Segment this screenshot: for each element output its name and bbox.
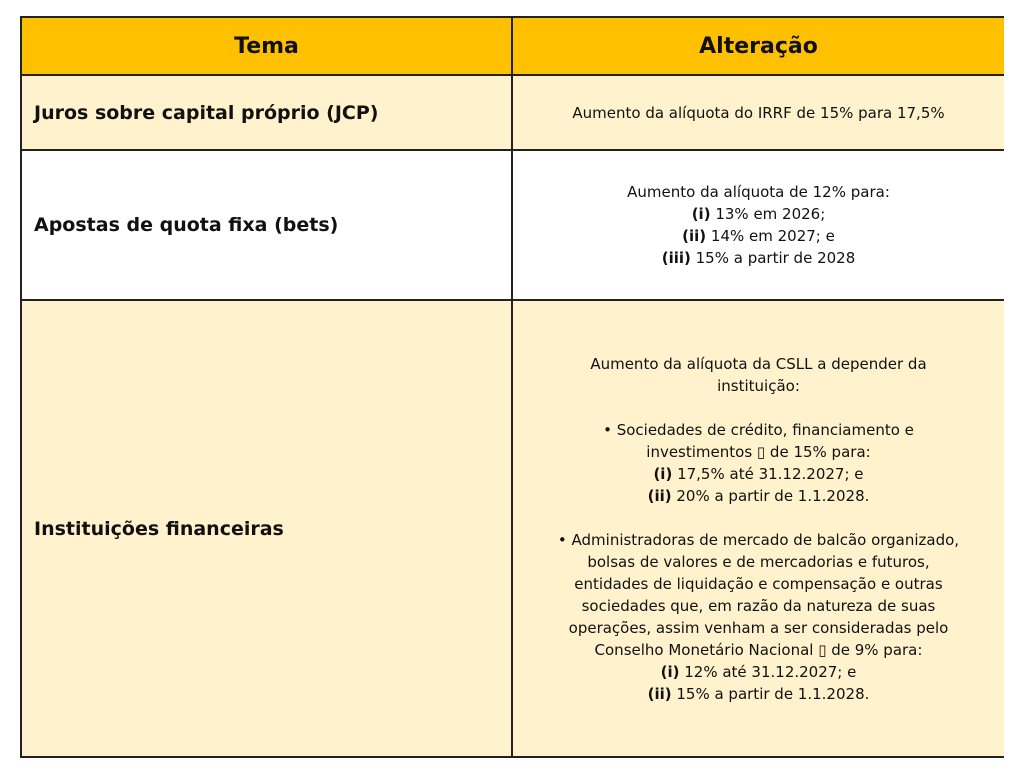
item-marker: (i) xyxy=(691,205,711,223)
line-text: Aumento da alíquota do IRRF de 15% para 17,5% xyxy=(572,103,945,122)
alteracao-line xyxy=(558,661,959,683)
row-jcp-alteracao xyxy=(513,76,1004,151)
line-text: 14% em 2027; e xyxy=(706,227,835,245)
line-text: 15% a partir de 1.1.2028. xyxy=(671,684,870,703)
row-jcp-tema xyxy=(22,76,513,151)
line-text: entidades de liquidação e compensação e outras xyxy=(574,574,943,593)
header-alteracao xyxy=(513,18,1004,76)
line-text: 13% em 2026; xyxy=(710,205,826,223)
alteracao-line xyxy=(558,485,959,507)
row-bets-alteracao xyxy=(513,151,1004,301)
line-text: 20% a partir de 1.1.2028. xyxy=(671,486,870,505)
row-financeiras-tema xyxy=(22,301,513,756)
line-text: 12% até 31.12.2027; e xyxy=(679,662,857,681)
alteracao-line xyxy=(558,529,959,551)
line-text: bolsas de valores e de mercadorias e futuros, xyxy=(587,552,930,571)
alteracao-line xyxy=(572,102,944,124)
alteracao-line xyxy=(558,683,959,705)
alteracao-line xyxy=(558,463,959,485)
line-text: Aumento da alíquota de 12% para: xyxy=(627,183,890,201)
line-text: 15% a partir de 2028 xyxy=(690,249,856,267)
alteracao-line xyxy=(558,573,959,595)
alteracao-line xyxy=(558,639,959,661)
line-text: Aumento da alíquota da CSLL a depender da xyxy=(590,354,927,373)
header-tema-label: Tema xyxy=(234,33,299,59)
line-text: sociedades que, em razão da natureza de suas xyxy=(581,596,936,615)
alteracao-line xyxy=(558,507,959,529)
line-text: operações, assim venham a ser consideradas pelo xyxy=(568,618,949,637)
header-tema xyxy=(22,18,513,76)
alteracao-lines xyxy=(558,353,959,705)
line-text: instituição: xyxy=(717,376,800,395)
item-marker: (i) xyxy=(653,464,673,483)
alteracao-line xyxy=(558,397,959,419)
alteracao-line xyxy=(627,225,890,247)
line-text: Conselho Monetário Nacional ▯ de 9% para: xyxy=(594,640,923,659)
row-tema-label: Instituições financeiras xyxy=(34,517,284,540)
alteracao-lines xyxy=(572,102,944,124)
alteracao-line xyxy=(558,419,959,441)
tax-changes-table xyxy=(20,16,1004,758)
alteracao-line xyxy=(558,595,959,617)
item-marker: (ii) xyxy=(682,227,707,245)
alteracao-line xyxy=(558,353,959,375)
line-text: • Sociedades de crédito, financiamento e xyxy=(603,420,914,439)
line-text: • Administradoras de mercado de balcão organizado, xyxy=(557,530,960,549)
alteracao-line xyxy=(558,551,959,573)
row-tema-label: Apostas de quota fixa (bets) xyxy=(34,214,339,236)
row-tema-label: Juros sobre capital próprio (JCP) xyxy=(34,101,379,124)
alteracao-line xyxy=(627,203,890,225)
item-marker: (ii) xyxy=(647,684,672,703)
alteracao-line xyxy=(558,617,959,639)
alteracao-line xyxy=(558,375,959,397)
alteracao-lines xyxy=(627,181,890,269)
alteracao-line xyxy=(627,181,890,203)
alteracao-line xyxy=(627,247,890,269)
line-text: 17,5% até 31.12.2027; e xyxy=(672,464,864,483)
header-alteracao-label: Alteração xyxy=(699,33,818,59)
row-bets-tema xyxy=(22,151,513,301)
item-marker: (iii) xyxy=(661,249,691,267)
item-marker: (i) xyxy=(660,662,680,681)
alteracao-line xyxy=(558,441,959,463)
line-text: investimentos ▯ de 15% para: xyxy=(646,442,871,461)
item-marker: (ii) xyxy=(647,486,672,505)
row-financeiras-alteracao xyxy=(513,301,1004,756)
